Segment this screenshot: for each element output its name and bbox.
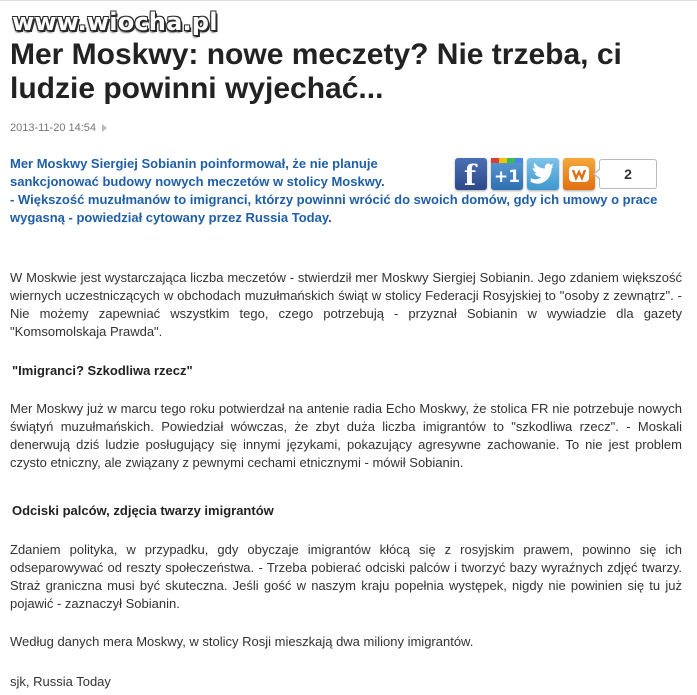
article-paragraph-2: Mer Moskwy już w marcu tego roku potwierdzał na antenie radia Echo Moskwy, że stolica FR nie potrzebuje nowych świątyń muzułmańskich. Powiedział wówczas, że zbyt duża liczba imigrantów to "szkodliwa rzecz". - Moskali denerwują dziś ludzie posługujący się innymi językami, pokazujący agresywne zachowanie. To nie jest problem czysto etniczny, ale związany z pewnymi cechami etnicznymi - mówił Sobianin. <box>10 401 682 470</box>
article-title: Mer Moskwy: nowe meczety? Nie trzeba, ci ludzie powinni wyjechać... <box>10 38 622 105</box>
section-heading-1: "Imigranci? Szkodliwa rzecz" <box>12 363 193 378</box>
twitter-share-button[interactable] <box>527 158 559 190</box>
wykop-share-button[interactable] <box>563 158 595 190</box>
section-heading-2: Odciski palców, zdjęcia twarzy imigrantów <box>12 503 274 518</box>
share-counter: 2 <box>599 159 657 189</box>
arrow-right-icon <box>102 124 107 132</box>
twitter-icon <box>527 158 559 190</box>
article-source: sjk, Russia Today <box>10 674 111 689</box>
article-paragraph-1: W Moskwie jest wystarczająca liczba meczetów - stwierdził mer Moskwy Siergiej Sobianin. Jego zdaniem większość wiernych uczestniczących w obchodach muzułmańskich świąt w stolicy Federacji Rosyjskiej to "osoby z zewnątrz". - Nie możemy zapewniać wszystkim tego, czego potrzebują - przyznał Sobianin w wywiadzie dla gazety "Komsomolskaja Prawda". <box>10 270 682 339</box>
top-border <box>0 0 697 1</box>
lead-text-1: Mer Moskwy Siergiej Sobianin poinformował, że nie planuje sankcjonować budowy nowych meczetów w stolicy Moskwy. <box>10 156 385 189</box>
facebook-icon: f <box>464 159 477 192</box>
article-meta <box>10 122 107 134</box>
googleplus-share-button[interactable] <box>491 158 523 190</box>
wykop-icon <box>563 158 595 190</box>
article-paragraph-3: Zdaniem polityka, w przypadku, gdy obyczaje imigrantów kłócą się z rosyjskim prawem, powinno się ich odseparowywać od reszty społeczeństwa. - Trzeba pobierać odciski palców i tworzyć bazy wyraźnych zdjęć twarzy. Straż graniczna musi być skuteczna. Jeśli gość w naszym kraju popełnia występek, nigdy nie powinien się tu już pojawić - zaznaczył Sobianin. <box>10 542 682 611</box>
site-watermark: www.wiocha.pl <box>12 8 218 36</box>
article-lead-quote <box>10 191 670 227</box>
article-paragraph-4: Według danych mera Moskwy, w stolicy Rosji mieszkają dwa miliony imigrantów. <box>10 634 474 649</box>
facebook-share-button[interactable] <box>455 158 487 190</box>
google-plus-icon <box>491 158 523 163</box>
lead-text-2: - Większość muzułmanów to imigranci, którzy powinni wrócić do swoich domów, gdy ich umowy o prace wygasną - powiedział cytowany przez Russia Today. <box>10 192 658 225</box>
publish-date: 2013-11-20 14:54 <box>10 122 97 134</box>
article-lead <box>10 155 448 191</box>
googleplus-label: +1 <box>494 167 521 187</box>
